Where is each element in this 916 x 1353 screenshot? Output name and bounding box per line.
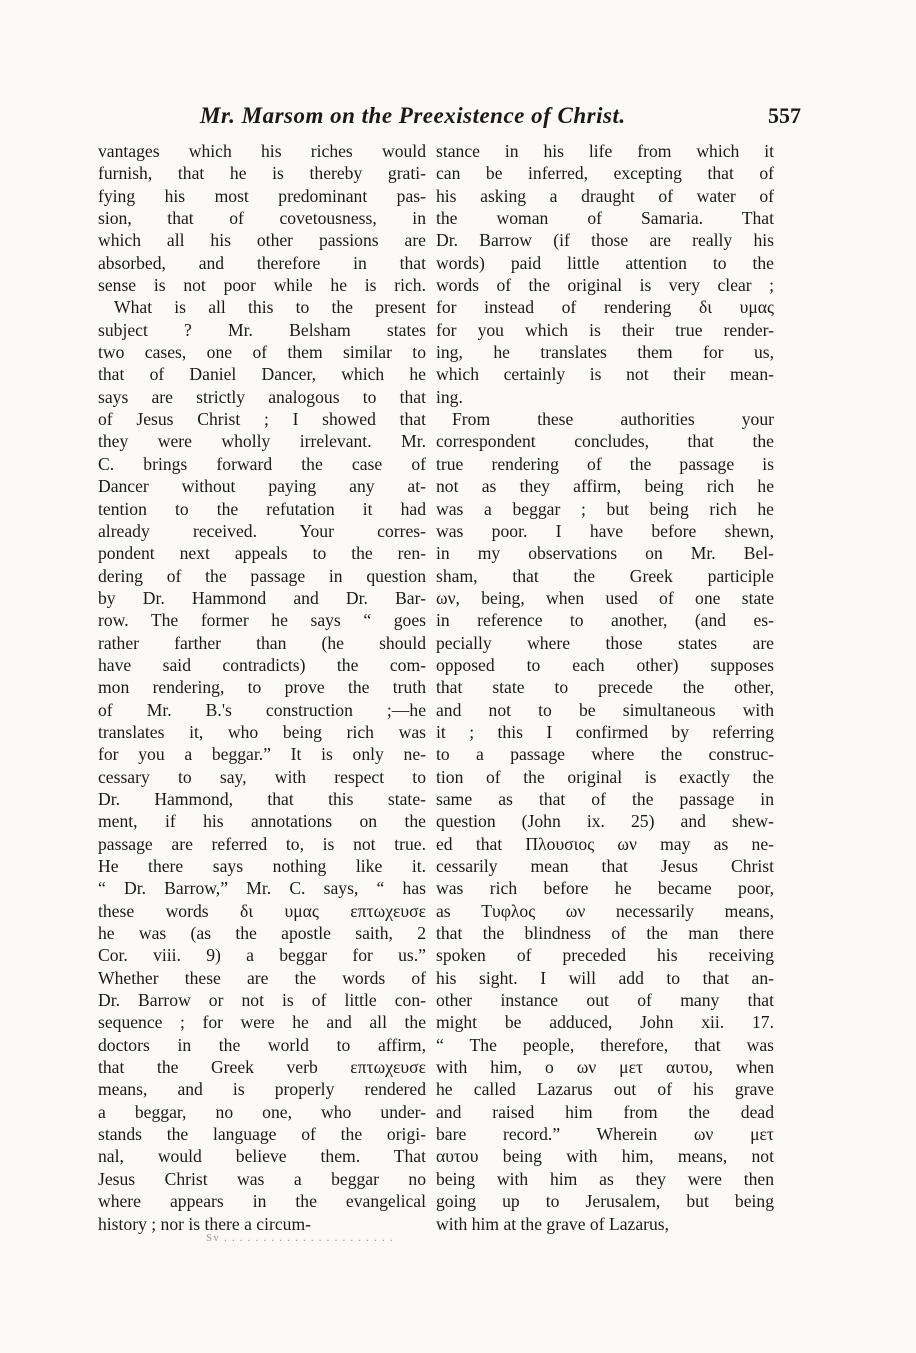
text-line: “ Dr. Barrow,” Mr. C. says, “ has [98,878,426,899]
text-line: ων, being, when used of one state [436,587,774,608]
text-line: doctors in the world to affirm, [98,1034,426,1055]
left-column [98,140,426,1234]
text-line: cessary to say, with respect to [98,766,426,787]
text-line: to a passage where the construc- [436,744,774,765]
text-line: with him at the grave of Lazarus, [436,1213,670,1234]
page-number: 557 [768,103,801,128]
text-line: ed that Πλουσιος ων may as ne- [436,833,774,854]
text-line: these words δι υμας επτωχευσε [98,900,426,921]
running-title: Mr. Marsom on the Preexistence of Christ. [200,103,626,128]
text-line: ing, he translates them for us, [436,342,774,363]
text-line: that of Daniel Dancer, which he [98,364,426,385]
text-line: other instance out of many that [436,990,774,1011]
text-line: ing. [436,386,463,407]
text-line: From these authorities your [452,409,774,430]
text-line: vantages which his riches would [98,141,426,161]
text-line: in reference to another, (and es- [436,610,774,631]
text-line: history ; nor is there a circum- [98,1213,312,1234]
text-line: pecially where those states are [436,632,774,653]
text-line: absorbed, and therefore in that [98,252,426,273]
text-line: which certainly is not their mean- [436,364,774,385]
text-line: they were wholly irrelevant. Mr. [98,431,426,452]
text-line: in my observations on Mr. Bel- [436,543,774,564]
text-line: of Jesus Christ ; I showed that [98,409,426,430]
text-line: might be adduced, John xii. 17. [436,1012,774,1033]
text-line: he called Lazarus out of his grave [436,1079,774,1100]
text-line: Dr. Hammond, that this state- [98,788,426,809]
text-line: furnish, that he is thereby grati- [98,163,426,184]
text-line: that state to precede the other, [436,677,774,698]
text-line: rather farther than (he should [98,632,426,653]
text-line: says are strictly analogous to that [98,386,426,407]
text-line: two cases, one of them similar to [98,342,426,363]
text-line: with him, ο ων μετ αυτου, when [436,1057,774,1078]
text-line: the woman of Samaria. That [436,208,774,229]
text-line: He there says nothing like it. [98,856,426,876]
text-line: opposed to each other) supposes [436,654,774,675]
text-line: true rendering of the passage is [436,453,774,474]
text-line: ment, if his annotations on the [98,811,426,832]
text-line: as Τυφλος ων necessarily means, [436,900,774,921]
text-line: for instead of rendering δι υμας [436,297,774,318]
text-line: for you which is their true render- [436,319,774,340]
text-line: stands the language of the origi- [98,1124,426,1145]
text-line: by Dr. Hammond and Dr. Bar- [98,587,426,608]
text-line: C. brings forward the case of [98,453,426,474]
text-line: αυτου being with him, means, not [436,1146,774,1167]
text-line: words) paid little attention to the [436,252,774,273]
text-line: bare record.” Wherein ων μετ [436,1124,774,1145]
text-line: nal, would believe them. That [98,1146,426,1167]
text-line: question (John ix. 25) and shew- [436,811,774,832]
text-line: and not to be simultaneous with [436,699,774,720]
text-line: was poor. I have before shewn, [436,520,774,541]
text-line: for you a beggar.” It is only ne- [98,744,426,765]
text-line: being with him as they were then [436,1168,774,1189]
text-line: where appears in the evangelical [98,1191,426,1212]
text-line: it ; this I confirmed by referring [436,721,774,742]
text-line: Dancer without paying any at- [98,476,426,497]
text-line: already received. Your corres- [98,520,426,541]
text-line: correspondent concludes, that the [436,431,774,452]
text-line: which all his other passions are [98,230,426,251]
text-line: passage are referred to, is not true. [98,833,426,854]
text-line: going up to Jerusalem, but being [436,1191,774,1212]
text-line: What is all this to the present [114,297,426,318]
text-line: Whether these are the words of [98,967,426,988]
text-line: that the blindness of the man there [436,923,774,944]
text-line: Cor. viii. 9) a beggar for us.” [98,945,426,966]
text-line: his sight. I will add to that an- [436,967,774,988]
text-line: words of the original is very clear ; [436,275,774,296]
text-line: his asking a draught of water of [436,185,774,206]
text-line: have said contradicts) the com- [98,654,426,675]
text-line: that the Greek verb επτωχευσε [98,1057,426,1078]
text-line: sion, that of covetousness, in [98,208,426,229]
text-line: a beggar, no one, who under- [98,1101,426,1122]
text-line: “ The people, therefore, that was [436,1034,774,1055]
text-line: sequence ; for were he and all the [98,1012,426,1033]
text-line: of Mr. B.'s construction ;—he [98,699,426,720]
text-line: sense is not poor while he is rich. [98,275,426,296]
text-line: pondent next appeals to the ren- [98,543,426,564]
right-column [436,140,774,1234]
text-line: Dr. Barrow or not is of little con- [98,990,426,1011]
footer-signature-line: Sv . . . . . . . . . . . . . . . . . . . . . . [206,1232,394,1244]
text-line: Dr. Barrow (if those are really his [436,230,774,251]
text-line: subject ? Mr. Belsham states [98,319,426,340]
text-line: cessarily mean that Jesus Christ [436,856,774,876]
text-line: means, and is properly rendered [98,1079,426,1100]
text-line: same as that of the passage in [436,788,774,809]
text-line: tion of the original is exactly the [436,766,774,787]
text-line: fying his most predominant pas- [98,185,426,206]
text-line: sham, that the Greek participle [436,565,774,586]
text-line: stance in his life from which it [436,141,774,161]
text-line: tention to the refutation it had [98,498,426,519]
text-line: can be inferred, excepting that of [436,163,774,184]
text-line: row. The former he says “ goes [98,610,426,631]
text-line: Jesus Christ was a beggar no [98,1168,426,1189]
text-line: was rich before he became poor, [436,878,774,899]
text-line: spoken of preceded his receiving [436,945,774,966]
text-line: mon rendering, to prove the truth [98,677,426,698]
text-line: and raised him from the dead [436,1101,774,1122]
text-line: was a beggar ; but being rich he [436,498,774,519]
text-line: translates it, who being rich was [98,721,426,742]
text-line: not as they affirm, being rich he [436,476,774,497]
text-line: dering of the passage in question [98,565,426,586]
text-line: he was (as the apostle saith, 2 [98,923,426,944]
